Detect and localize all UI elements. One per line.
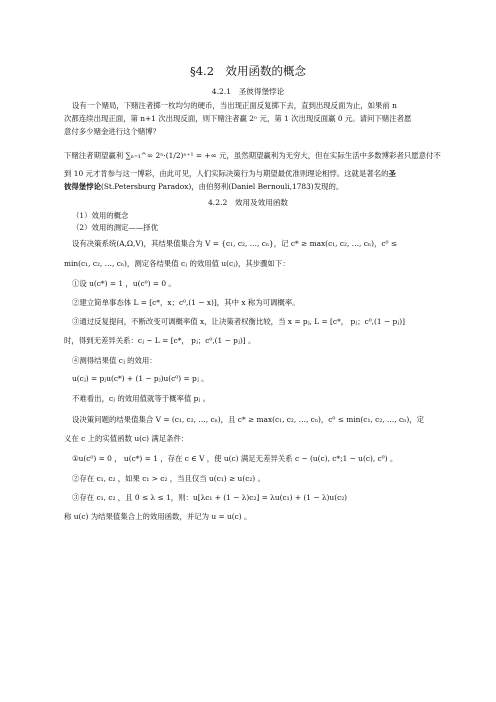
- bold-term: 圣: [388, 169, 396, 178]
- page-title: §4.2 效用函数的概念: [189, 64, 307, 78]
- paragraph-line: min(c₁, c₂, …, cₙ)，测定各结果值 cⱼ 的效用值 u(cⱼ)，其步骤如下：: [64, 259, 290, 268]
- paragraph-text: (St.Petersburg Paradox)，由伯努利(Daniel Bernouli,1783)发现的。: [100, 182, 344, 191]
- step-3: ③通过反复提问，不断改变可调概率值 x，让决策者权衡比较，当 x = pⱼ, L = [c*， pⱼ；c⁰,(1 − pⱼ)]: [72, 317, 405, 326]
- definition-line: 设决策问题的结果值集合 V = (c₁, c₂, …, cₙ)，且 c* ≥ max(c₁, c₂, …, cₙ)，c⁰ ≤ min(c₁, c₂, …, cₙ)，定: [72, 415, 424, 424]
- condition-3: ③存在 c₁, c₂ ，且 0 ≤ λ ≤ 1，则：u[λc₁ + (1 − λ)c₂] = λu(c₁) + (1 − λ)u(c₂): [72, 493, 348, 502]
- list-item: （2）效用的测定——择优: [72, 223, 158, 232]
- condition-1: ①u(c⁰) = 0 ， u(c*) = 1 ，存在 c ∈ V ，使 u(c) 满足无差异关系 c ~ (u(c), c*;1 − u(c), c⁰) 。: [72, 454, 398, 463]
- paragraph-line: 下赌注者期望赢利 ∑ₙ₌₁^∞ 2ⁿ·(1/2)ⁿ⁺¹ = +∞ 元，虽然期望赢利为无穷大，但在实际生活中多数博彩者只愿意付不: [64, 151, 441, 160]
- bold-term: 彼得堡悖论: [64, 182, 101, 191]
- paragraph-text: 到 10 元才肯参与这一博彩，由此可见，人们实际决策行为与期望最优准则理论相悖。这就是著名的: [64, 169, 389, 178]
- paragraph-line: 次都连续出现正面，第 n+1 次出现反面，则下赌注者赢 2ⁿ 元，第 1 次出现反面赢 0 元。请问下赌注者愿: [64, 114, 412, 123]
- section-heading-4-2-2: 4.2.2 效用及效用函数: [207, 198, 289, 207]
- condition-2: ②存在 c₁, c₂ ，如果 c₁ > c₂ ，当且仅当 u(c₁) ≥ u(c₂) 。: [72, 474, 265, 483]
- step-1: ①设 u(c*) = 1 ，u(c⁰) = 0 。: [72, 279, 176, 288]
- paragraph-line: [64, 181, 442, 192]
- step-2: ②建立简单事态体 L = [c*，x；c⁰,(1 − x)]，其中 x 称为可调概率。: [72, 298, 300, 307]
- closing-line: 称 u(c) 为结果值集合上的效用函数，并记为 u = u(c) 。: [64, 512, 252, 521]
- paragraph-line: 设有决策系统(A,Ω,V)，其结果值集合为 V = {c₁, c₂, …, cₙ}，记 c* ≥ max(c₁, c₂, …, cₙ)，c⁰ ≤: [72, 239, 398, 248]
- step-4-formula: u(cⱼ) = pⱼu(c*) + (1 − pⱼ)u(c⁰) = pⱼ 。: [72, 374, 209, 383]
- paragraph-line: 设有一个赌局，下赌注者掷一枚均匀的硬币，当出现正面反复掷下去，直到出现反面为止，如果前 n: [72, 101, 397, 110]
- step-3-continued: 时，得到无差异关系：cⱼ ~ L = [c*， pⱼ；c⁰,(1 − pⱼ)] 。: [64, 336, 256, 345]
- definition-line: 义在 c 上的实值函数 u(c) 满足条件：: [64, 434, 189, 443]
- paragraph-line: [64, 168, 442, 179]
- section-heading-4-2-1: 4.2.1 圣彼得堡悖论: [211, 87, 285, 96]
- step-4: ④测得结果值 cⱼ 的效用：: [72, 356, 157, 365]
- paragraph-line: 意付多少赌金进行这个赌博？: [64, 127, 161, 136]
- step-4-note: 不难看出，cⱼ 的效用值就等于概率值 pⱼ 。: [72, 394, 211, 403]
- list-item: （1）效用的概念: [72, 211, 129, 220]
